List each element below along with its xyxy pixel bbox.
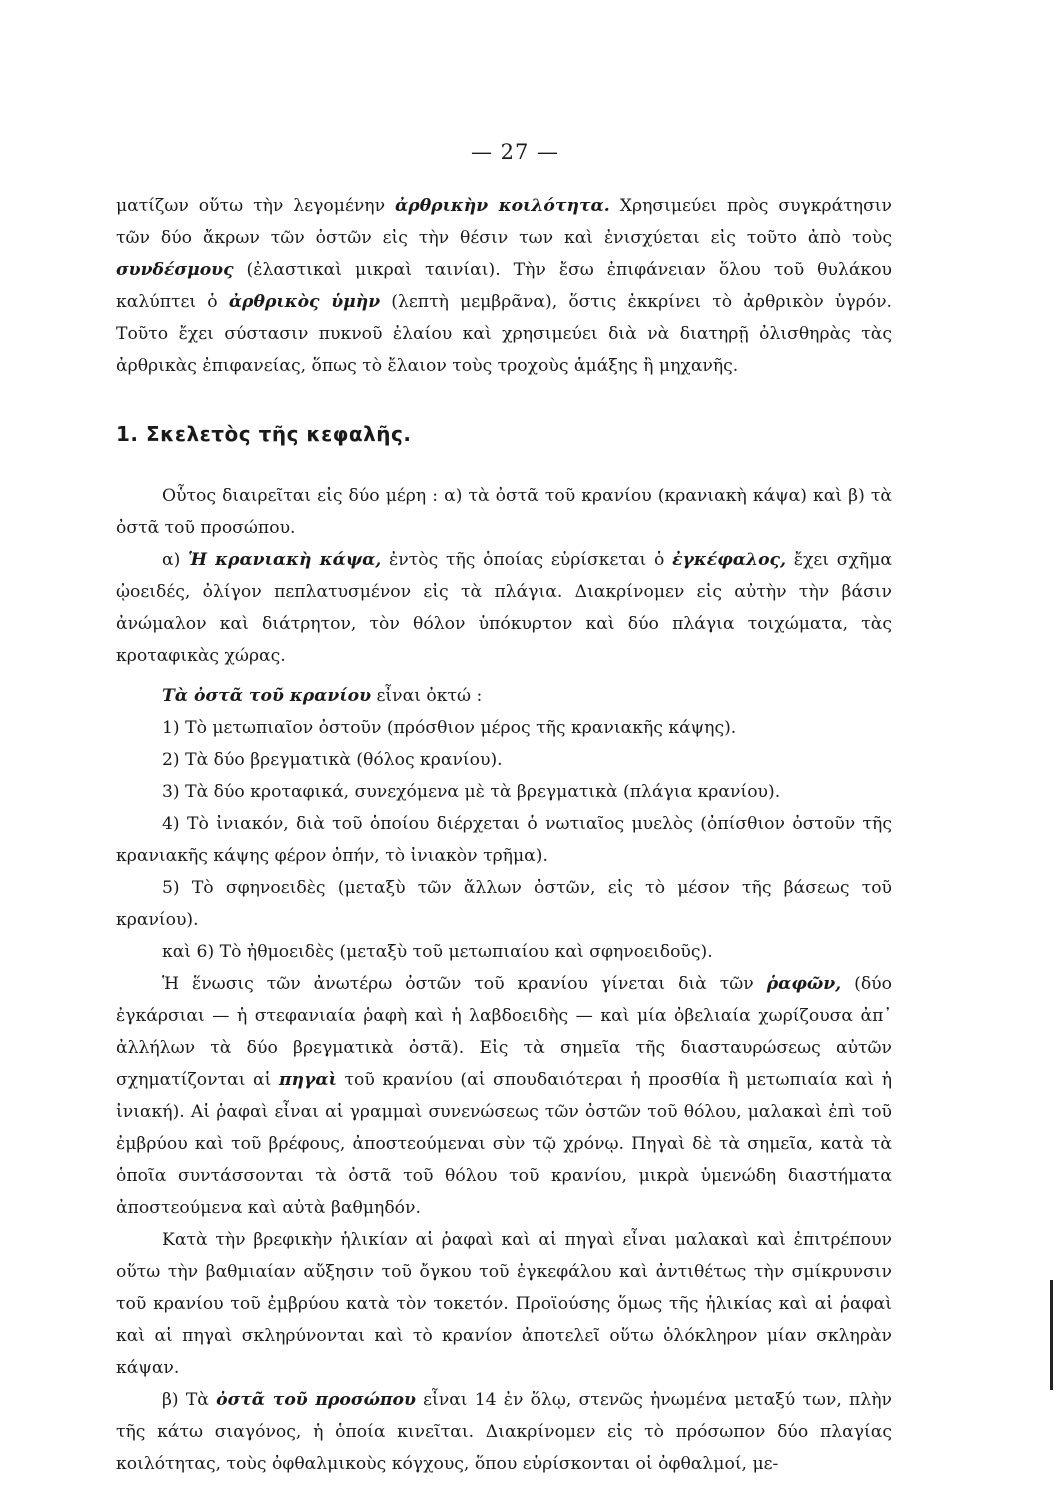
paragraph-cranial-vault — [116, 544, 892, 672]
text-run: (ἐλαστικαὶ μικραὶ ταινίαι). Τὴν ἔσω ἐπιφάνειαν ὅλου τοῦ θυλάκου καλύπτει ὁ — [116, 260, 892, 312]
text-run: ἔχει σχῆμα ᾠοειδές, ὀλίγον πεπλατυσμένον εἰς τὰ πλάγια. Διακρίνομεν εἰς αὐτὴν τὴν βάσιν ἀνώμαλον καὶ διάτρητον, τὸν θόλον ὑπόκυρτον καὶ δύο πλάγια τοιχώματα, τὰς κροταφικὰς χώρας. — [116, 550, 892, 666]
term-fontanelles: πηγαὶ — [278, 1070, 337, 1090]
paragraph-joint-cavity — [116, 190, 892, 382]
list-item: 2) Τὰ δύο βρεγματικὰ (θόλος κρανίου). — [162, 750, 503, 770]
text-run: ἐντὸς τῆς ὁποίας εὑρίσκεται ὁ — [381, 550, 673, 570]
text-run: (δύο ἐγκάρσιαι — ἡ στεφανιαία ῥαφὴ καὶ ἡ λαβδοειδὴς — καὶ μία ὀβελιαία χωρίζουσα ἀπ᾿ ἀλλήλων τὰ δύο βρεγματικὰ ὀστᾶ). Εἰς τὰ σημεῖα τῆς διασταυρώσεως αὐτῶν σχηματίζονται αἱ — [116, 974, 892, 1090]
list-item: 3) Τὰ δύο κροταφικά, συνεχόμενα μὲ τὰ βρεγματικὰ (πλάγια κρανίου). — [162, 782, 781, 802]
scan-edge-mark — [1050, 1280, 1053, 1390]
section-heading: 1. Σκελετὸς τῆς κεφαλῆς. — [116, 422, 412, 446]
term-cranial-bones: Τὰ ὀστᾶ τοῦ κρανίου — [162, 686, 372, 706]
paragraph-skull-division: Οὗτος διαιρεῖται εἰς δύο μέρη : α) τὰ ὀστᾶ τοῦ κρανίου (κρανιακὴ κάψα) καὶ β) τὰ ὀστᾶ τοῦ προσώπου. — [116, 486, 892, 538]
body-text — [116, 190, 892, 1480]
paragraph-cranial-bones-intro — [116, 680, 892, 712]
paragraph-sutures — [116, 968, 892, 1224]
page-number: — 27 — — [470, 140, 560, 164]
text-run: εἶναι 14 ἐν ὅλῳ, στενῶς ἡνωμένα μεταξύ των, πλὴν τῆς κάτω σιαγόνος, ἡ ὁποία κινεῖται. Διακρίνομεν εἰς τὸ πρόσωπον δύο πλαγίας κοιλότητας, τοὺς ὀφθαλμικοὺς κόγχους, ὅπου εὑρίσκονται οἱ ὀφθαλμοί, με- — [116, 1390, 892, 1474]
paragraph-facial-bones — [116, 1384, 892, 1480]
term-articular-cavity: ἀρθρικὴν κοιλότητα. — [395, 196, 610, 216]
text-run: α) — [162, 550, 189, 570]
term-facial-bones: ὀστᾶ τοῦ προσώπου — [216, 1390, 416, 1410]
text-run: Ἡ ἕνωσις τῶν ἀνωτέρω ὀστῶν τοῦ κρανίου γίνεται διὰ τῶν — [162, 974, 767, 994]
paragraph-infancy: Κατὰ τὴν βρεφικὴν ἡλικίαν αἱ ῥαφαὶ καὶ αἱ πηγαὶ εἶναι μαλακαὶ καὶ ἐπιτρέπουν οὕτω τὴν βαθμιαίαν αὔξησιν τοῦ ὄγκου τοῦ ἐγκεφάλου καὶ ἀντιθέτως τὴν σμίκρυνσιν τοῦ κρανίου τοῦ ἐμβρύου κατὰ τὸν τοκετόν. Προϊούσης ὅμως τῆς ἡλικίας καὶ αἱ ῥαφαὶ καὶ αἱ πηγαὶ σκληρύνονται καὶ τὸ κρανίον ἀποτελεῖ οὕτω ὁλόκληρον μίαν σκληρὰν κάψαν. — [116, 1230, 892, 1378]
text-run: (λεπτὴ μεμβρᾶνα), ὅστις ἐκκρίνει τὸ ἀρθρικὸν ὑγρόν. Τοῦτο ἔχει σύστασιν πυκνοῦ ἐλαίου καὶ χρησιμεύει διὰ νὰ διατηρῇ ὀλισθηρὰς τὰς ἀρθρικὰς ἐπιφανείας, ὅπως τὸ ἔλαιον τοὺς τροχοὺς ἁμάξης ἢ μηχανῆς. — [116, 292, 892, 376]
term-brain: ἐγκέφαλος, — [672, 550, 786, 570]
term-synovial-membrane: ἀρθρικὸς ὑμὴν — [228, 292, 381, 312]
term-sutures: ῥαφῶν, — [766, 974, 842, 994]
text-run: β) Τὰ — [162, 1390, 217, 1410]
list-item: 5) Τὸ σφηνοειδὲς (μεταξὺ τῶν ἄλλων ὀστῶν, εἰς τὸ μέσον τῆς βάσεως τοῦ κρανίου). — [116, 878, 892, 930]
text-run: ματίζων οὕτω τὴν λεγομένην — [116, 196, 396, 216]
text-run: Χρησιμεύει πρὸς συγκράτησιν τῶν δύο ἄκρων τῶν ὀστῶν εἰς τὴν θέσιν των καὶ ἐνισχύεται εἰς τοῦτο ἀπὸ τοὺς — [116, 196, 892, 248]
list-item: 4) Τὸ ἰνιακόν, διὰ τοῦ ὁποίου διέρχεται ὁ νωτιαῖος μυελὸς (ὀπίσθιον ὀστοῦν τῆς κρανιακῆς κάψης φέρον ὀπήν, τὸ ἰνιακὸν τρῆμα). — [116, 814, 892, 866]
list-item: 1) Τὸ μετωπιαῖον ὀστοῦν (πρόσθιον μέρος τῆς κρανιακῆς κάψης). — [162, 718, 737, 738]
term-ligaments: συνδέσμους — [116, 260, 234, 280]
term-cranial-capsule: Ἡ κρανιακὴ κάψα, — [188, 550, 382, 570]
text-run: εἶναι ὀκτώ : — [371, 686, 483, 706]
text-run: τοῦ κρανίου (αἱ σπουδαιότεραι ἡ προσθία ἢ μετωπιαία καὶ ἡ ἰνιακή). Αἱ ῥαφαὶ εἶναι αἱ γραμμαὶ συνενώσεως τῶν ὀστῶν τοῦ θόλου, μαλακαὶ ἐπὶ τοῦ ἐμβρύου καὶ τοῦ βρέφους, ἀποστεούμεναι σὺν τῷ χρόνῳ. Πηγαὶ δὲ τὰ σημεῖα, κατὰ τὰ ὁποῖα συντάσσονται τὰ ὀστᾶ τοῦ θόλου τοῦ κρανίου, μικρὰ ὑμενώδη διαστήματα ἀποστεούμενα καὶ αὐτὰ βαθμηδόν. — [116, 1070, 892, 1218]
list-item: καὶ 6) Τὸ ἠθμοειδὲς (μεταξὺ τοῦ μετωπιαίου καὶ σφηνοειδοῦς). — [162, 942, 713, 962]
